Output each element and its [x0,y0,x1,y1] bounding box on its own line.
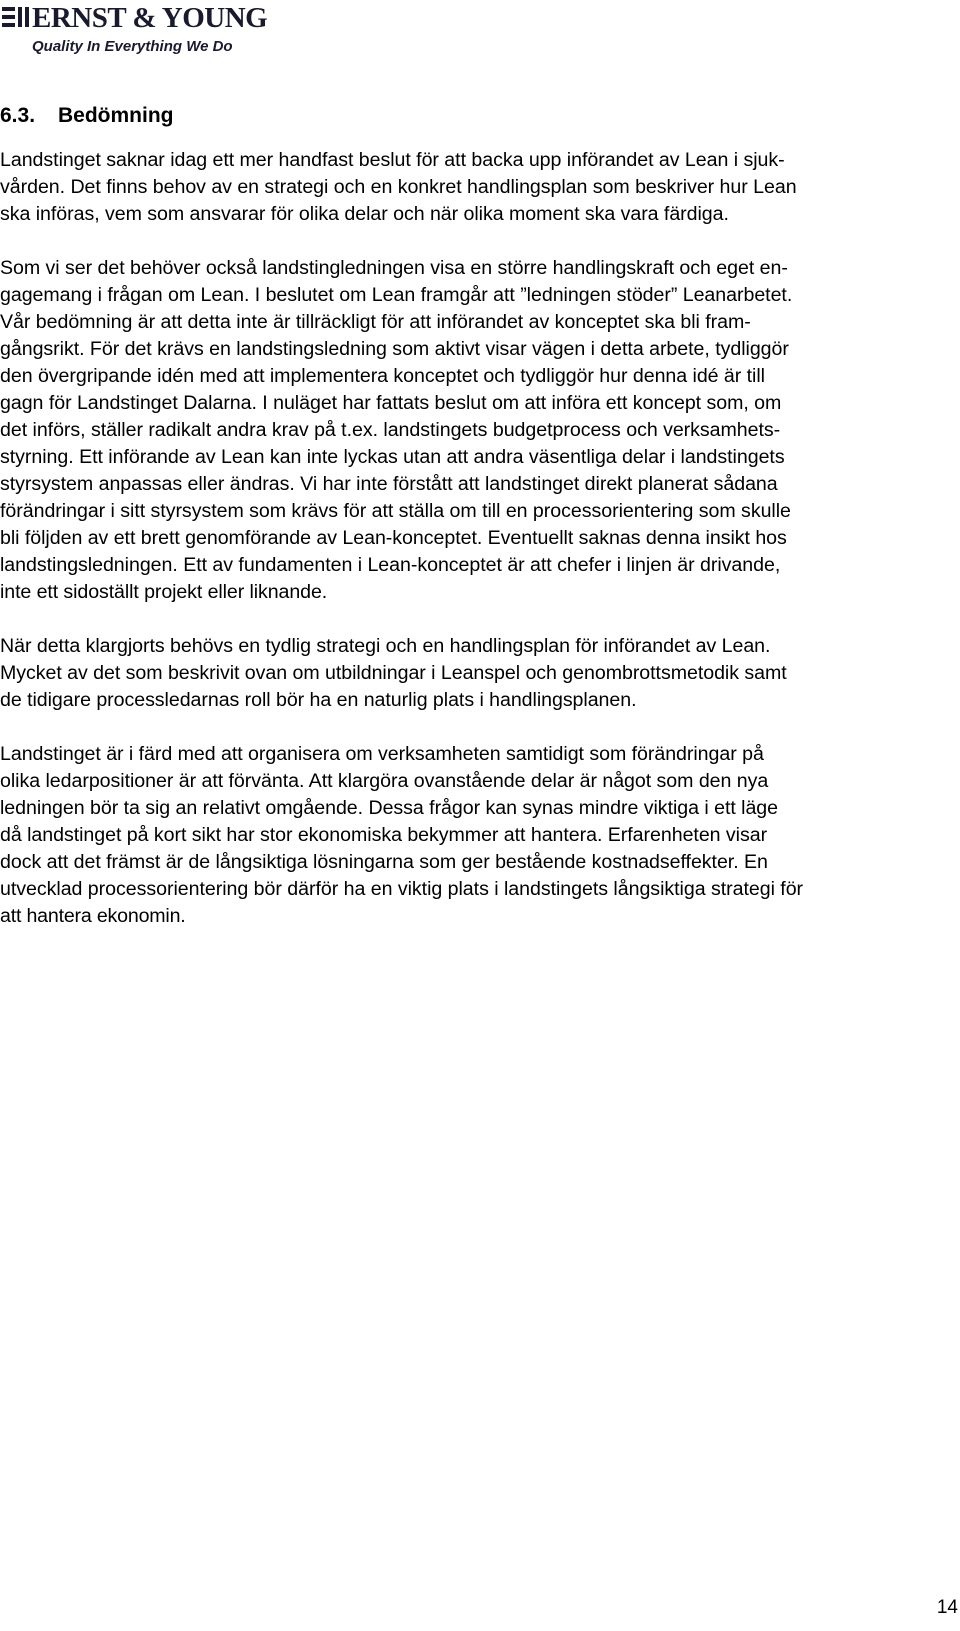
text-line: Vår bedömning är att detta inte är tillräckligt för att införandet av konceptet ska bli fram- [0,311,751,333]
text-line: förändringar i sitt styrsystem som krävs för att ställa om till en processorientering som skulle [0,500,791,522]
text-line: då landstinget på kort sikt har stor ekonomiska bekymmer att hantera. Erfarenheten visar [0,824,768,846]
text-line: gagn för Landstinget Dalarna. I nuläget har fattats beslut om att införa ett koncept som, om [0,392,782,414]
text-line: dock att det främst är de långsiktiga lösningarna som ger bestående kostnadseffekter. En [0,851,768,873]
text-line: styrning. Ett införande av Lean kan inte lyckas utan att andra väsentliga delar i landstingets [0,446,785,468]
paragraph [0,255,960,606]
text-line: ledningen bör ta sig an relativt omgående. Dessa frågor kan synas mindre viktiga i ett läge [0,797,779,819]
text-line: att hantera ekonomin. [0,905,186,927]
text-line: ska införas, vem som ansvarar för olika delar och när olika moment ska vara färdiga. [0,203,729,225]
body-text [0,147,960,930]
text-line: bli följden av ett brett genomförande av Lean-konceptet. Eventuellt saknas denna insikt hos [0,527,787,549]
brand-name: ERNST & YOUNG [32,2,268,34]
page-header [2,2,268,56]
text-line: olika ledarpositioner är att förvänta. Att klargöra ovanstående delar är något som den nya [0,770,769,792]
section-number: 6.3. [0,104,36,127]
text-line: När detta klargjorts behövs en tydlig strategi och en handlingsplan för införandet av Lean. [0,635,771,657]
text-line: de tidigare processledarnas roll bör ha en naturlig plats i handlingsplanen. [0,689,637,711]
paragraph [0,147,960,228]
text-line: gångsrikt. För det krävs en landstingsledning som aktivt visar vägen i detta arbete, tydliggör [0,338,789,360]
brand-tagline: Quality In Everything We Do [32,38,233,55]
page-number: 14 [936,1597,958,1618]
text-line: Landstinget är i färd med att organisera om verksamheten samtidigt som förändringar på [0,743,764,765]
text-line: den övergripande idén med att implementera konceptet och tydliggör hur denna idé är till [0,365,765,387]
text-line: gagemang i frågan om Lean. I beslutet om Lean framgår att ”ledningen stöder” Leanarbetet. [0,284,793,306]
paragraph [0,633,960,714]
text-line: vården. Det finns behov av en strategi och en konkret handlingsplan som beskriver hur Lean [0,176,797,198]
text-line: det införs, ställer radikalt andra krav på t.ex. landstingets budgetprocess och verksamhets- [0,419,781,441]
text-line: inte ett sidoställt projekt eller liknande. [0,581,328,603]
text-line: Som vi ser det behöver också landstingledningen visa en större handlingskraft och eget en- [0,257,788,279]
text-line: landstingsledningen. Ett av fundamenten i Lean-konceptet är att chefer i linjen är drivande, [0,554,781,576]
text-line: styrsystem anpassas eller ändras. Vi har inte förstått att landstinget direkt planerat sådana [0,473,778,495]
text-line: Mycket av det som beskrivit ovan om utbildningar i Leanspel och genombrottsmetodik samt [0,662,787,684]
text-line: Landstinget saknar idag ett mer handfast beslut för att backa upp införandet av Lean i sjuk- [0,149,785,171]
section-heading [0,104,174,128]
ernst-young-bars-icon [2,6,30,28]
text-line: utvecklad processorientering bör därför ha en viktig plats i landstingets långsiktiga strategi för [0,878,804,900]
paragraph [0,741,960,930]
section-title: Bedömning [58,104,174,127]
